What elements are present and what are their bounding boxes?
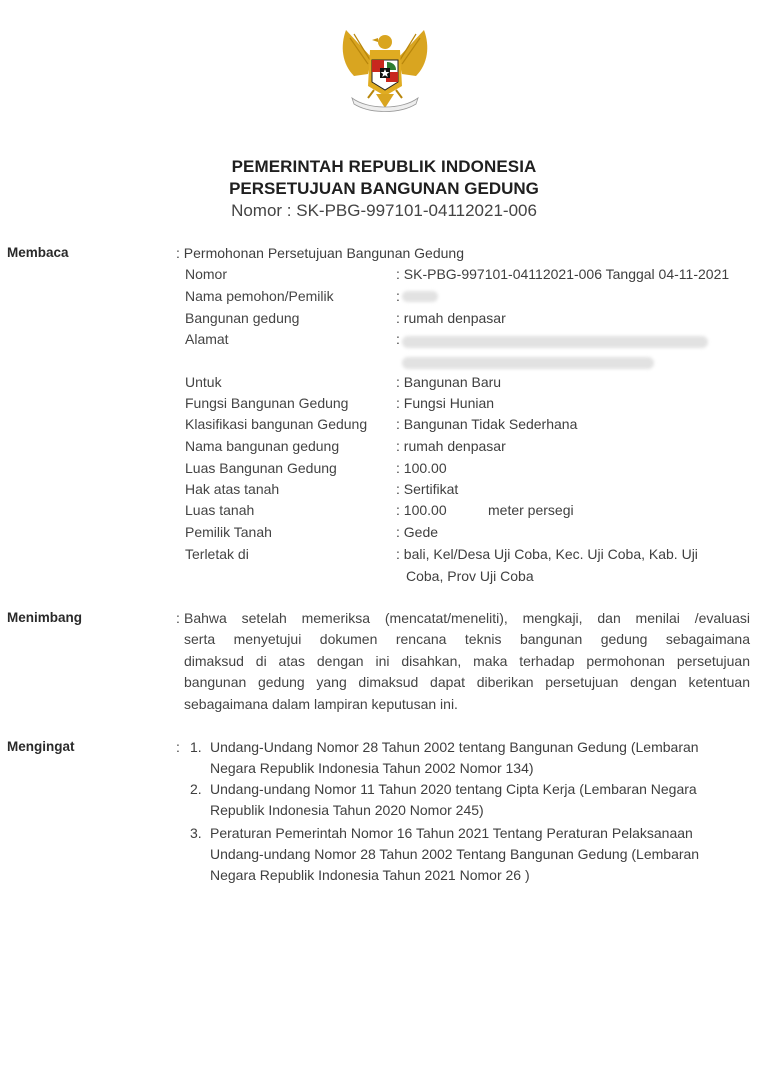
document-title: PERSETUJUAN BANGUNAN GEDUNG: [229, 179, 539, 198]
membaca-intro: : Permohonan Persetujuan Bangunan Gedung: [176, 245, 464, 261]
field-label-terletak: Terletak di: [185, 546, 249, 562]
redacted-address-line1: [402, 336, 708, 348]
field-label-nama-bangunan: Nama bangunan gedung: [185, 438, 340, 454]
list-item-number: 3.: [190, 825, 202, 841]
list-item-line: Negara Republik Indonesia Tahun 2021 Nomor 26 ): [210, 867, 530, 883]
field-label-fungsi: Fungsi Bangunan Gedung: [185, 395, 349, 411]
section-label-membaca: Membaca: [7, 245, 69, 260]
field-value-terletak: : bali, Kel/Desa Uji Coba, Kec. Uji Coba, Kab. Uji: [396, 546, 698, 562]
field-label-luas-tanah: Luas tanah: [185, 502, 255, 518]
list-item-line: Undang-Undang Nomor 28 Tahun 2002 tentang Bangunan Gedung (Lembaran: [210, 739, 699, 755]
field-value-luas-bangunan: : 100.00: [396, 460, 447, 476]
field-label-nama-pemohon: Nama pemohon/Pemilik: [185, 288, 334, 304]
menimbang-line: sebagaimana dalam lampiran keputusan ini.: [184, 695, 458, 712]
field-value-nama-bangunan: : rumah denpasar: [396, 438, 506, 454]
menimbang-paragraph: [184, 608, 750, 715]
field-label-alamat: Alamat: [185, 331, 229, 347]
field-value-luas-tanah: : 100.00: [396, 502, 447, 518]
field-unit-luas-tanah: meter persegi: [488, 502, 574, 518]
field-label-hak-tanah: Hak atas tanah: [185, 481, 280, 497]
menimbang-line: dimaksud di atas dengan ini disahkan, maka terhadap permohonan persetujuan: [184, 652, 750, 669]
field-value-nomor: : SK-PBG-997101-04112021-006 Tanggal 04-11-2021: [396, 266, 730, 282]
field-label-pemilik-tanah: Pemilik Tanah: [185, 524, 272, 540]
menimbang-line: bangunan gedung yang dimaksud dapat diberikan persetujuan dengan ketentuan: [184, 674, 750, 691]
field-label-untuk: Untuk: [185, 374, 222, 390]
list-item-line: Republik Indonesia Tahun 2020 Nomor 245): [210, 802, 484, 818]
redacted-address-line2: [402, 357, 654, 369]
list-item-line: Undang-undang Nomor 11 Tahun 2020 tentang Cipta Kerja (Lembaran Negara: [210, 781, 697, 797]
field-label-klasifikasi: Klasifikasi bangunan Gedung: [185, 416, 368, 432]
field-label-bangunan-gedung: Bangunan gedung: [185, 310, 300, 326]
list-item-line: Negara Republik Indonesia Tahun 2002 Nomor 134): [210, 760, 534, 776]
field-value-hak-tanah: : Sertifikat: [396, 481, 459, 497]
redacted-name: [402, 291, 438, 302]
section-label-menimbang: Menimbang: [7, 610, 83, 625]
field-value-fungsi: : Fungsi Hunian: [396, 395, 495, 411]
mengingat-colon: :: [176, 739, 180, 755]
document-number: Nomor : SK-PBG-997101-04112021-006: [231, 201, 537, 220]
field-value-nama-pemohon: :: [396, 288, 400, 304]
field-label-nomor: Nomor: [185, 266, 228, 282]
list-item-number: 2.: [190, 781, 202, 797]
field-value-klasifikasi: : Bangunan Tidak Sederhana: [396, 416, 578, 432]
list-item-number: 1.: [190, 739, 202, 755]
field-value-terletak-line2: Coba, Prov Uji Coba: [406, 568, 534, 584]
garuda-emblem-icon: [338, 24, 432, 118]
government-title: PEMERINTAH REPUBLIK INDONESIA: [231, 157, 537, 176]
field-value-alamat: :: [396, 331, 400, 347]
list-item-line: Peraturan Pemerintah Nomor 16 Tahun 2021 Tentang Peraturan Pelaksanaan: [210, 825, 693, 841]
field-value-untuk: : Bangunan Baru: [396, 374, 502, 390]
menimbang-line: serta menyetujui dokumen rencana teknis bangunan gedung sebagaimana: [184, 631, 750, 648]
section-label-mengingat: Mengingat: [7, 739, 75, 754]
menimbang-line: Bahwa setelah memeriksa (mencatat/meneliti), mengkaji, dan menilai /evaluasi: [184, 610, 750, 626]
menimbang-colon: :: [176, 610, 180, 626]
field-value-bangunan-gedung: : rumah denpasar: [396, 310, 506, 326]
list-item-line: Undang-undang Nomor 28 Tahun 2002 Tentang Bangunan Gedung (Lembaran: [210, 846, 700, 862]
field-value-pemilik-tanah: : Gede: [396, 524, 439, 540]
field-label-luas-bangunan: Luas Bangunan Gedung: [185, 460, 337, 476]
